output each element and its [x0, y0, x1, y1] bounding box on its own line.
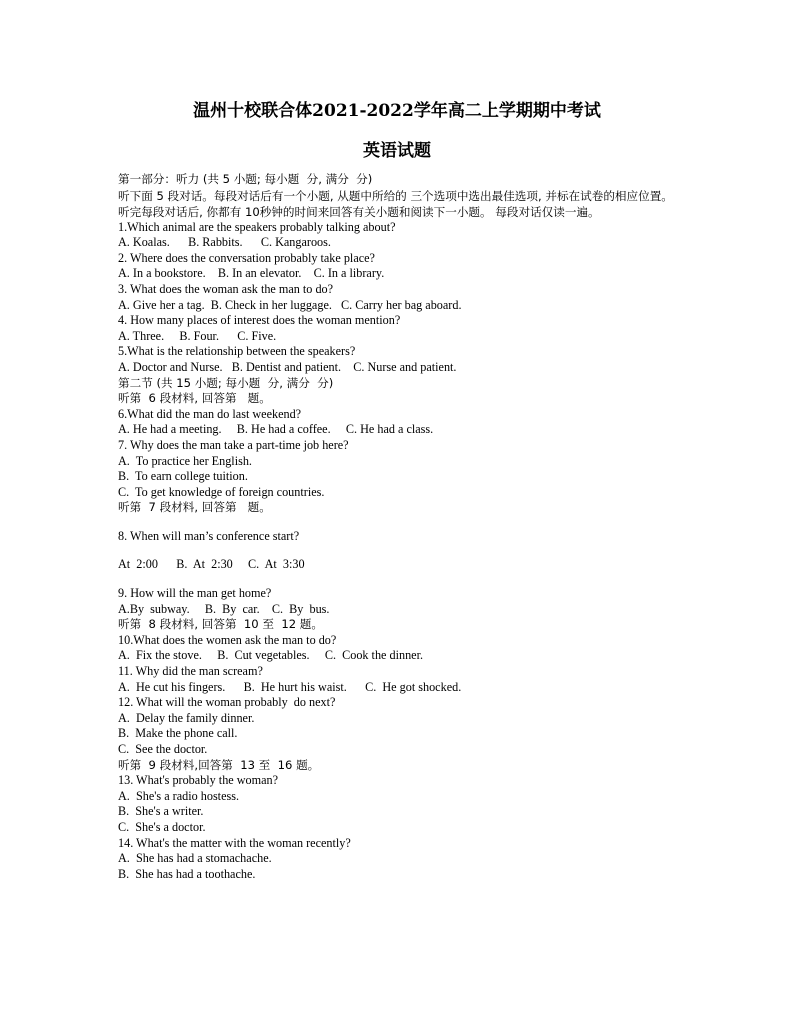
section1-heading: 第一部分：听力 (共 5 小题; 每小题 分, 满分 分)	[118, 172, 373, 186]
section1-instructions: 听下面 5 段对话。每段对话后有一个小题, 从题中所给的 三个选项中选出最佳选项, 并标在试卷的相应位置。听完每段对话后, 你都有 10秒钟的时间来回答有关小题和阅读下一小题。 每段对话仅读一遍。	[118, 188, 673, 219]
question-9: 9. How will the man get home?	[118, 586, 272, 601]
question-8: 8. When will man’s conference start?	[118, 528, 300, 543]
question-1-options: A. Koalas. B. Rabbits. C. Kangaroos.	[118, 235, 331, 250]
listen-instruction-9: 听第 9 段材料,回答第 13 至 16 题。	[118, 757, 320, 772]
question-12: 12. What will the woman probably do next?	[118, 695, 336, 710]
question-6: 6.What did the man do last weekend?	[118, 406, 302, 421]
question-9-options: A.By subway. B. By car. C. By bus.	[118, 601, 330, 616]
question-7: 7. Why does the man take a part-time job here?	[118, 437, 349, 452]
question-10-options: A. Fix the stove. B. Cut vegetables. C. Cook the dinner.	[118, 648, 424, 663]
question-7-option-c: C. To get knowledge of foreign countries.	[118, 484, 325, 499]
question-3: 3. What does the woman ask the man to do?	[118, 281, 334, 296]
question-4-options: A. Three. B. Four. C. Five.	[118, 328, 277, 343]
question-2: 2. Where does the conversation probably take place?	[118, 250, 375, 265]
question-5: 5.What is the relationship between the speakers?	[118, 344, 356, 359]
question-3-options: A. Give her a tag. B. Check in her luggage. C. Carry her bag aboard.	[118, 297, 462, 312]
question-14-option-b: B. She has had a toothache.	[118, 866, 256, 881]
question-12-option-c: C. See the doctor.	[118, 742, 208, 756]
section2-heading: 第二节 (共 15 小题; 每小题 分, 满分 分)	[118, 375, 334, 390]
exam-content	[118, 172, 678, 882]
question-14: 14. What's the matter with the woman recently?	[118, 835, 351, 850]
listen-instruction-7: 听第 7 段材料, 回答第 题。	[118, 500, 271, 515]
spacer	[118, 573, 678, 586]
exam-title: 温州十校联合体2021-2022学年高二上学期期中考试	[193, 101, 601, 121]
question-7-option-a: A. To practice her English.	[118, 453, 252, 468]
question-12-option-a: A. Delay the family dinner.	[118, 710, 255, 725]
question-13-option-a: A. She's a radio hostess.	[118, 788, 240, 803]
question-7-option-b: B. To earn college tuition.	[118, 469, 248, 484]
question-12-option-b: B. Make the phone call.	[118, 726, 238, 741]
spacer	[118, 516, 678, 529]
question-13-option-b: B. She's a writer.	[118, 804, 204, 819]
question-5-options: A. Doctor and Nurse. B. Dentist and patient. C. Nurse and patient.	[118, 359, 457, 374]
question-13-option-c: C. She's a doctor.	[118, 819, 206, 834]
listen-instruction-6: 听第 6 段材料, 回答第 题。	[118, 391, 271, 406]
question-4: 4. How many places of interest does the woman mention?	[118, 313, 401, 328]
question-8-options: At 2:00 B. At 2:30 C. At 3:30	[118, 557, 305, 572]
spacer	[118, 544, 678, 557]
listen-instruction-8: 听第 8 段材料, 回答第 10 至 12 题。	[118, 617, 323, 632]
question-11: 11. Why did the man scream?	[118, 664, 263, 679]
question-2-options: A. In a bookstore. B. In an elevator. C. In a library.	[118, 266, 385, 281]
question-10: 10.What does the women ask the man to do?	[118, 632, 337, 647]
question-11-options: A. He cut his fingers. B. He hurt his waist. C. He got shocked.	[118, 679, 462, 694]
question-1: 1.Which animal are the speakers probably talking about?	[118, 219, 396, 234]
exam-subtitle: 英语试题	[363, 141, 431, 161]
question-6-options: A. He had a meeting. B. He had a coffee. C. He had a class.	[118, 422, 434, 437]
question-13: 13. What's probably the woman?	[118, 773, 279, 788]
question-14-option-a: A. She has had a stomachache.	[118, 851, 272, 866]
